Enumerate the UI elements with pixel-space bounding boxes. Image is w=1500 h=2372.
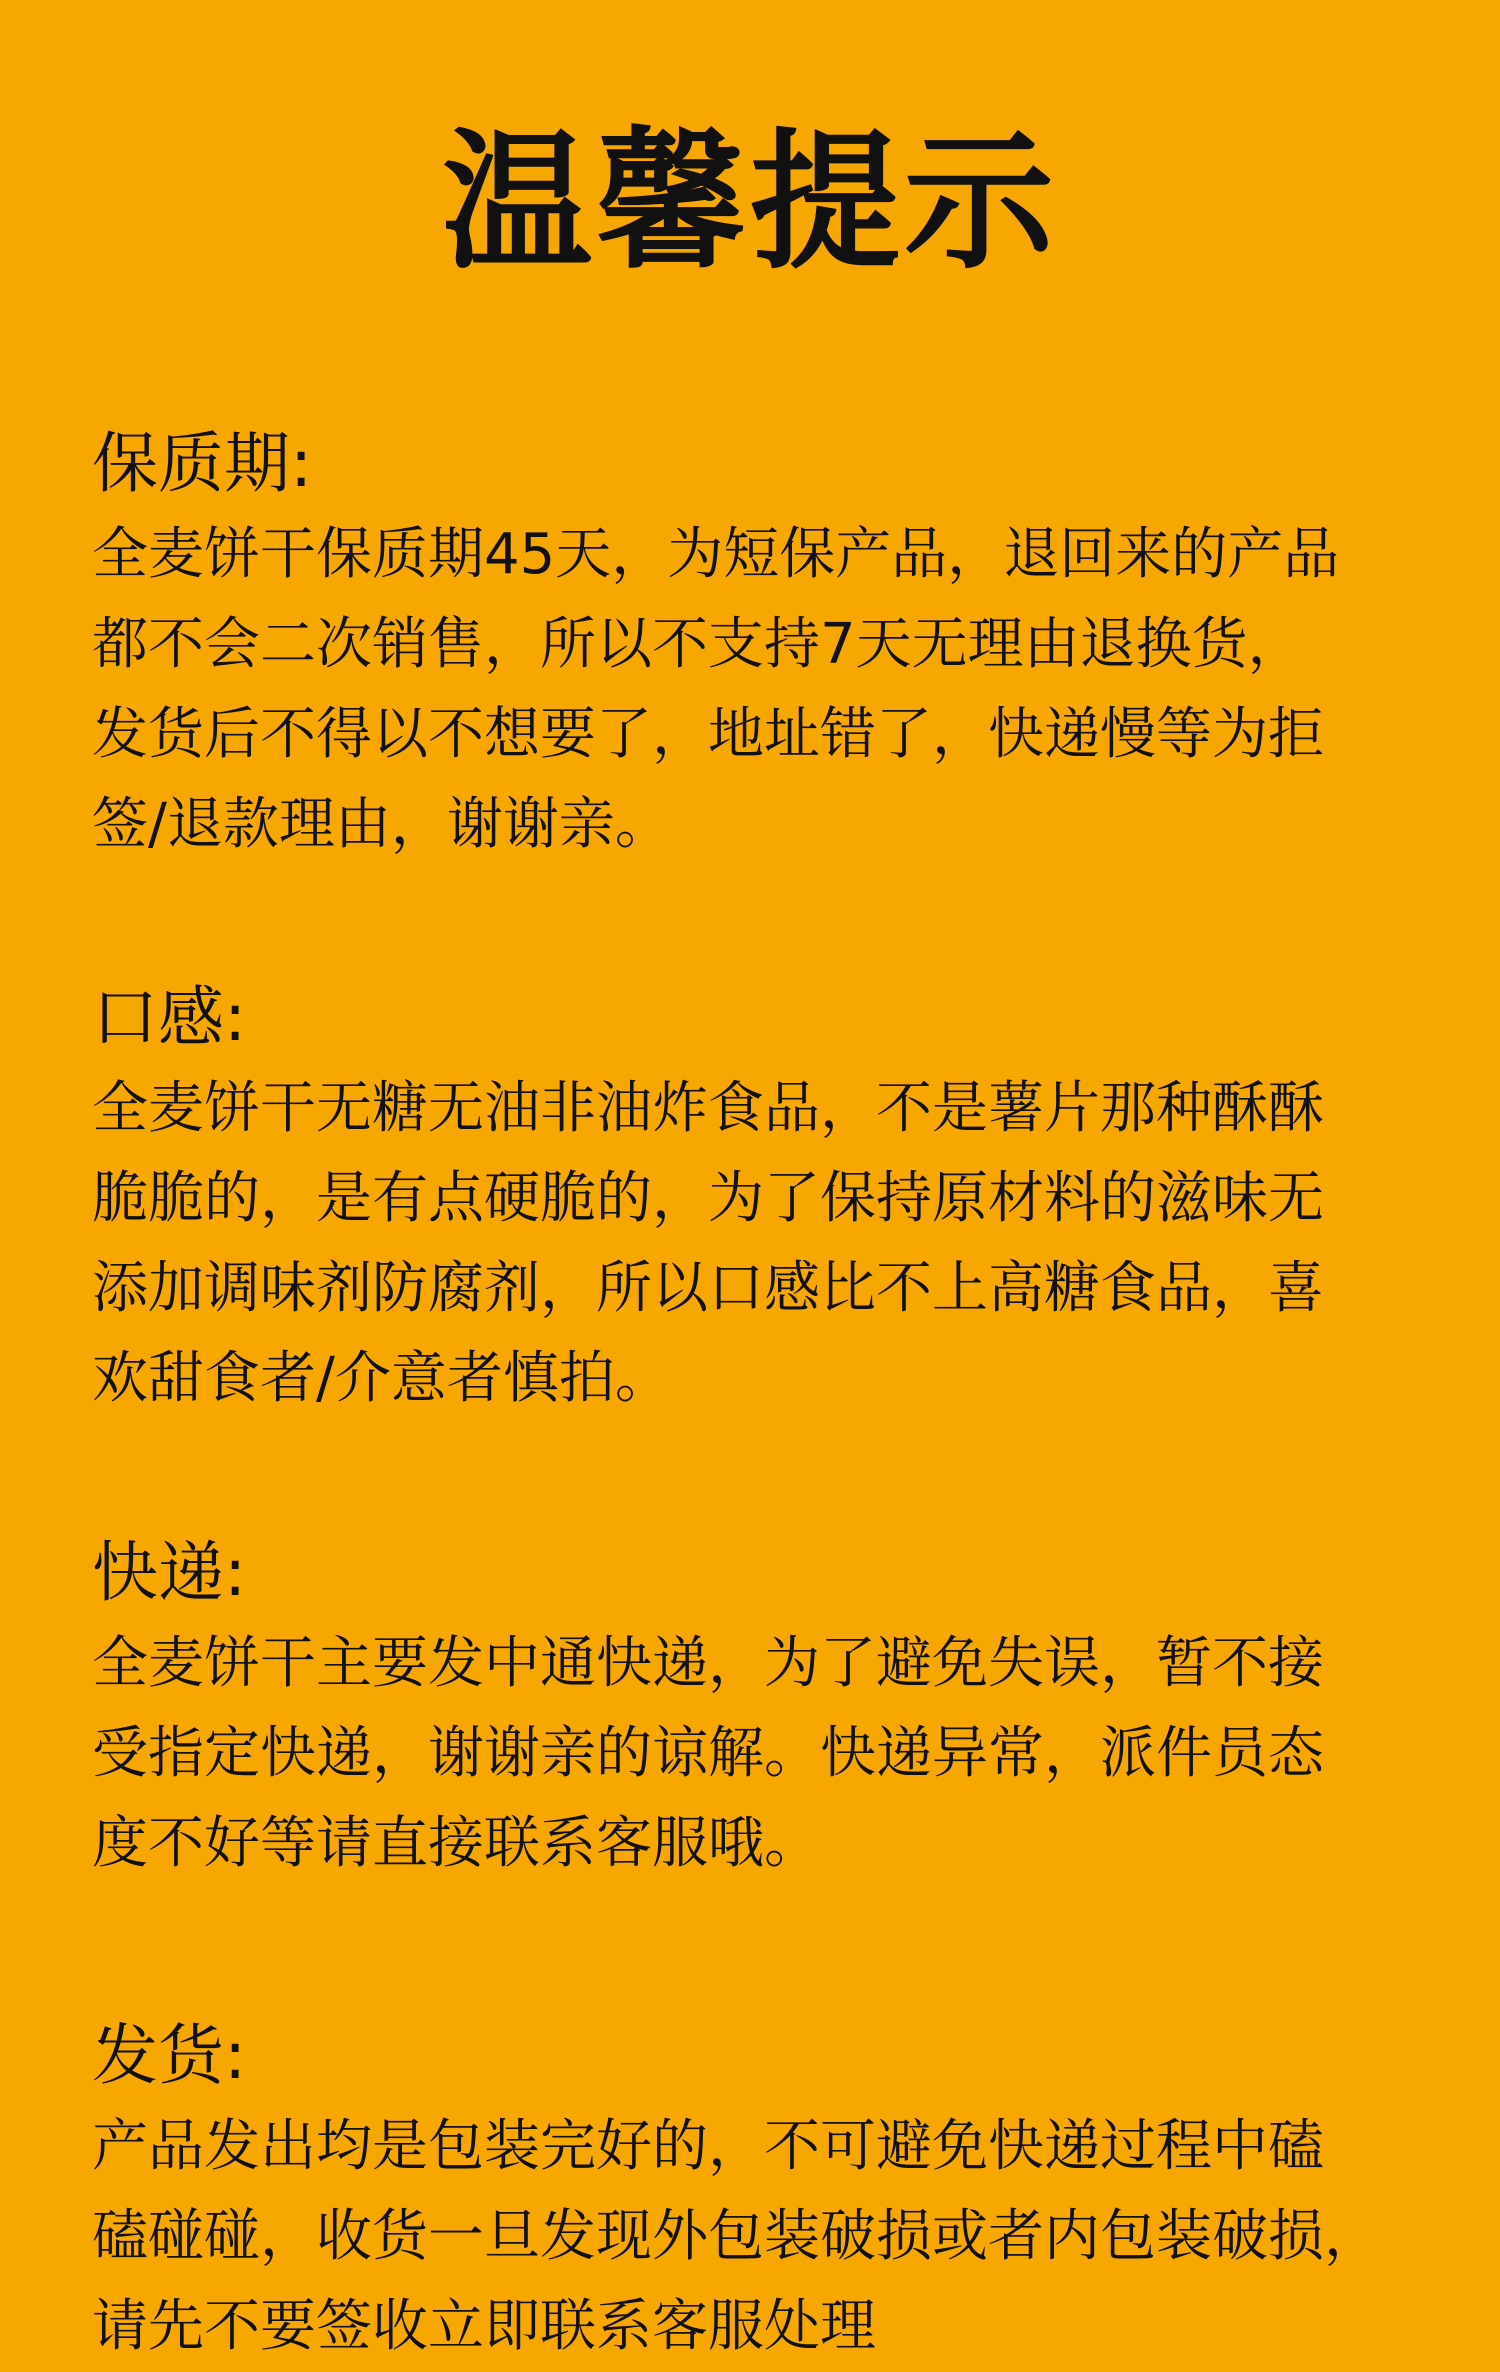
shipping-section bbox=[92, 2014, 1422, 2372]
text-line: 产品发出均是包装完好的，不可避免快递过程中磕 bbox=[92, 2114, 1324, 2179]
page-title: 温馨提示 bbox=[441, 116, 1058, 290]
text-line: 签/退款理由，谢谢亲。 bbox=[92, 792, 671, 857]
text-line: 发货后不得以不想要了，地址错了，快递慢等为拒 bbox=[92, 702, 1324, 767]
shipping-text bbox=[92, 2102, 1422, 2372]
taste-text bbox=[92, 1064, 1422, 1424]
text-line: 脆脆的，是有点硬脆的，为了保持原材料的滋味无 bbox=[92, 1166, 1324, 1231]
taste-section bbox=[92, 976, 1422, 1424]
courier-section bbox=[92, 1531, 1422, 1889]
courier-heading: 快递: bbox=[92, 1534, 247, 1611]
shipping-heading: 发货: bbox=[92, 2017, 247, 2094]
text-line: 欢甜食者/介意者慎拍。 bbox=[92, 1346, 671, 1411]
text-line: 度不好等请直接联系客服哦。 bbox=[92, 1811, 820, 1876]
shelf-life-text bbox=[92, 510, 1422, 870]
text-line: 全麦饼干保质期45天，为短保产品，退回来的产品 bbox=[92, 522, 1340, 587]
shelf-life-section bbox=[92, 422, 1422, 870]
text-line: 请先不要签收立即联系客服处理 bbox=[92, 2294, 876, 2359]
courier-text bbox=[92, 1619, 1422, 1889]
text-line: 磕碰碰，收货一旦发现外包装破损或者内包装破损， bbox=[92, 2204, 1380, 2269]
text-line: 全麦饼干主要发中通快递，为了避免失误，暂不接 bbox=[92, 1631, 1324, 1696]
shelf-life-heading: 保质期: bbox=[92, 425, 313, 502]
text-line: 全麦饼干无糖无油非油炸食品，不是薯片那种酥酥 bbox=[92, 1076, 1324, 1141]
text-line: 都不会二次销售，所以不支持7天无理由退换货， bbox=[92, 612, 1304, 677]
text-line: 受指定快递，谢谢亲的谅解。快递异常，派件员态 bbox=[92, 1721, 1324, 1786]
taste-heading: 口感: bbox=[92, 979, 247, 1056]
text-line: 添加调味剂防腐剂，所以口感比不上高糖食品，喜 bbox=[92, 1256, 1324, 1321]
